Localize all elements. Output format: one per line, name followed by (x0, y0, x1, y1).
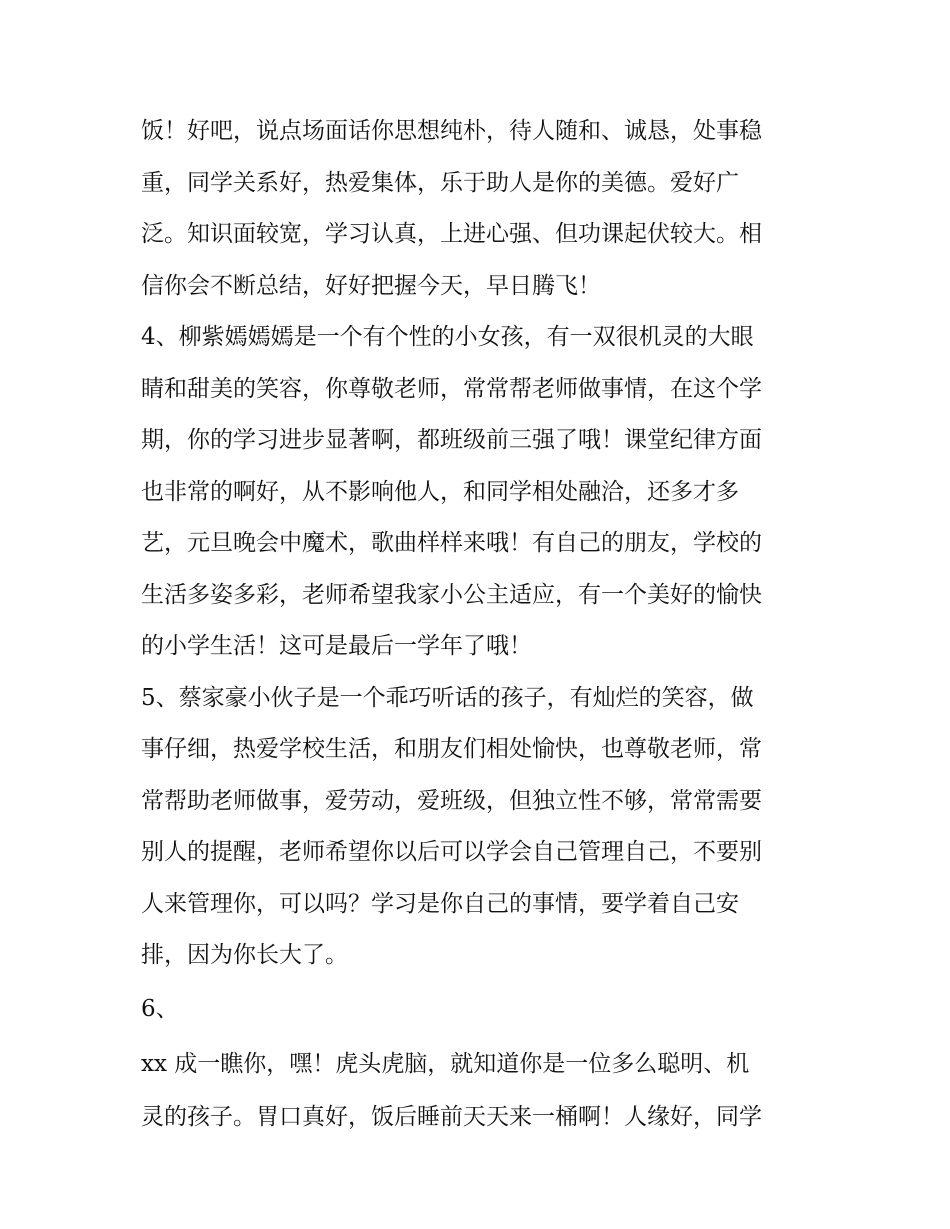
text-line: 信你会不断总结，好好把握今天，早日腾飞！ (141, 272, 601, 299)
text-line: 6、 (141, 995, 179, 1022)
text-line: 泛。知识面较宽，学习认真，上进心强、但功课起伏较大。相 (141, 221, 762, 247)
text-line: 也非常的啊好，从不影响他人，和同学相处融洽，还多才多 (141, 478, 739, 505)
text-line: 期，你的学习进步显著啊，都班级前三强了哦！课堂纪律方面 (141, 427, 762, 453)
text-line: 排，因为你长大了。 (141, 942, 348, 968)
text-line: 饭！好吧，说点场面话你思想纯朴，待人随和、诚恳，处事稳 (141, 118, 762, 144)
text-line: 人来管理你，可以吗？学习是你自己的事情，要学着自己安 (141, 890, 739, 917)
text-line: xx 成一瞧你，嘿！虎头虎脑，就知道你是一位多么聪明、机 (141, 1050, 750, 1077)
text-line: 别人的提醒，老师希望你以后可以学会自己管理自己，不要别 (141, 839, 762, 865)
document-body (141, 106, 821, 1143)
text-line: 重，同学关系好，热爱集体，乐于助人是你的美德。爱好广 (141, 169, 739, 196)
text-line: 4、柳紫嫣嫣嫣是一个有个性的小女孩，有一双很机灵的大眼 (141, 324, 754, 350)
text-line: 艺，元旦晚会中魔术，歌曲样样来哦！有自己的朋友，学校的 (141, 530, 762, 556)
text-line: 睛和甜美的笑容，你尊敬老师，常常帮老师做事情，在这个学 (141, 375, 762, 402)
text-line: 5、蔡家豪小伙子是一个乖巧听话的孩子，有灿烂的笑容，做 (141, 684, 754, 711)
text-line: 灵的孩子。胃口真好，饭后睡前天天来一桶啊！人缘好，同学 (141, 1103, 762, 1130)
text-line: 常帮助老师做事，爱劳动，爱班级，但独立性不够，常常需要 (141, 787, 762, 814)
text-line: 事仔细，热爱学校生活，和朋友们相处愉快，也尊敬老师，常 (141, 736, 762, 762)
text-line: 的小学生活！这可是最后一学年了哦！ (141, 633, 532, 659)
text-line: 生活多姿多彩，老师希望我家小公主适应，有一个美好的愉快 (141, 581, 762, 608)
